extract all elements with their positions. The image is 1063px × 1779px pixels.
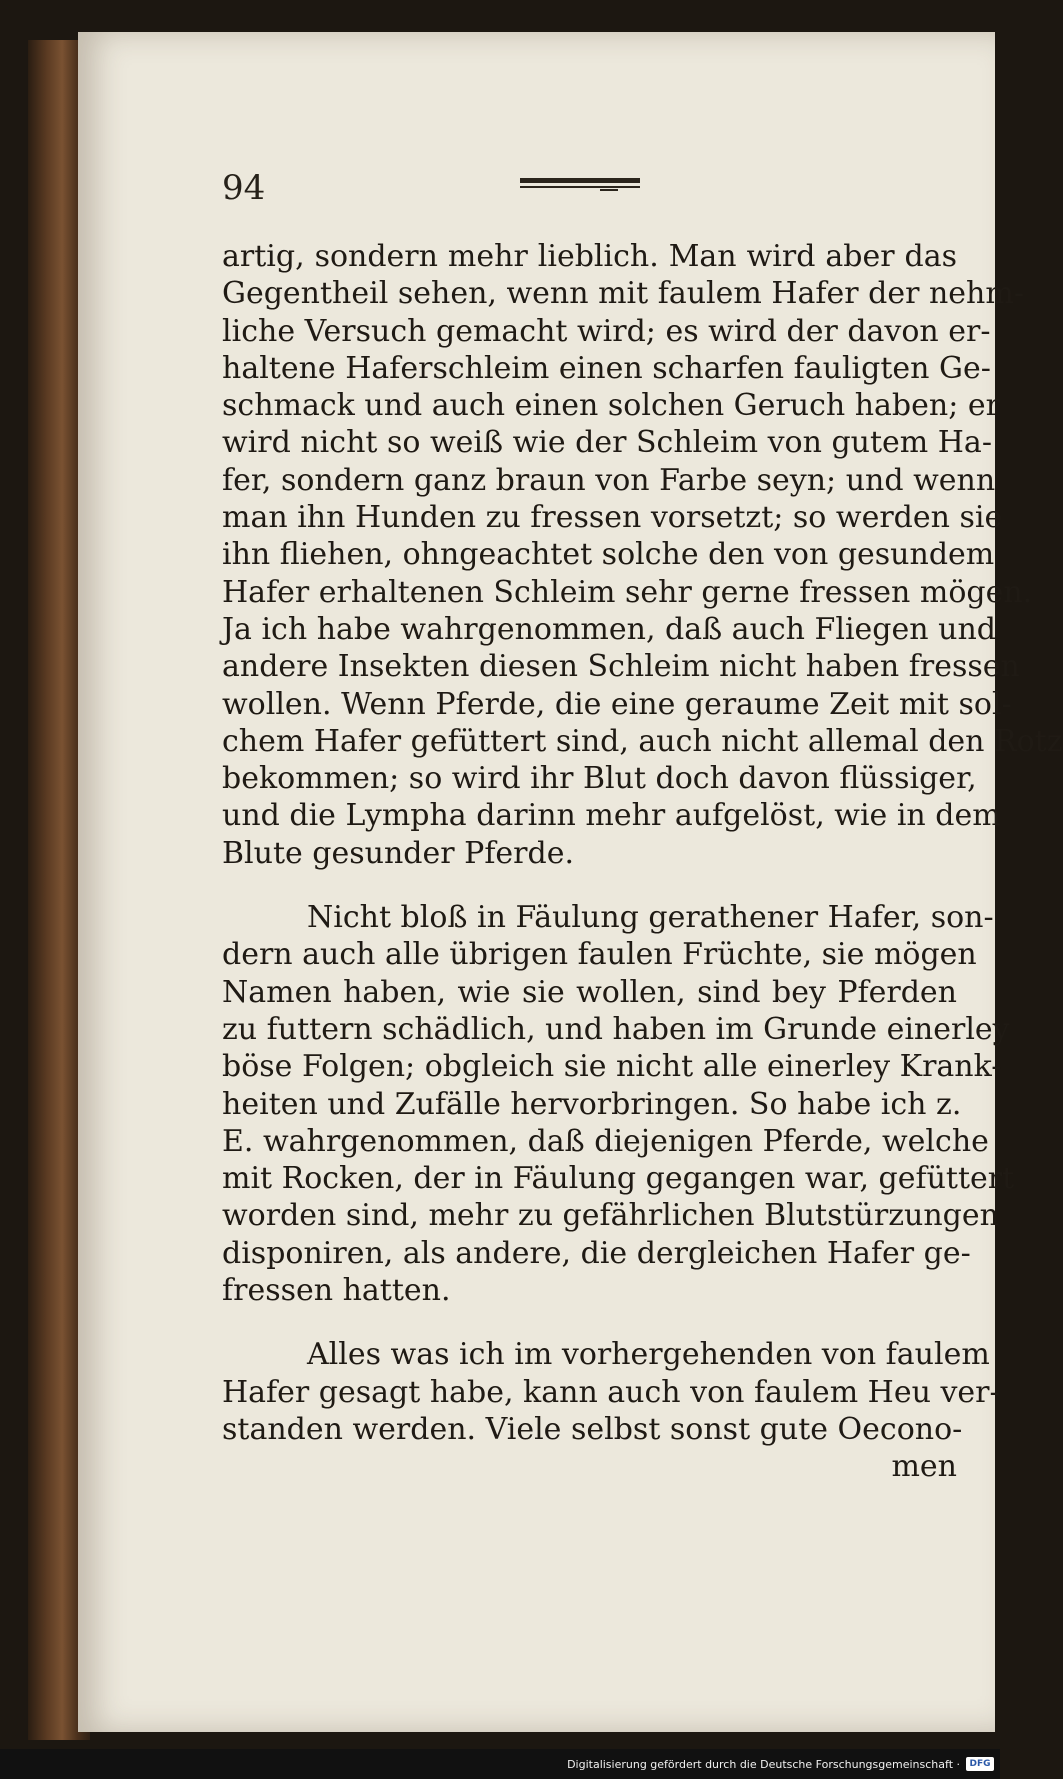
text-line: dern auch alle übrigen faulen Früchte, sie mögen bbox=[222, 937, 977, 973]
catchword: men bbox=[891, 1449, 957, 1485]
text-line: Alles was ich im vorhergehenden von faulem bbox=[307, 1337, 990, 1373]
text-line: Namen haben, wie sie wollen, sind bey Pferden bbox=[222, 974, 957, 1010]
text-line: fer, sondern ganz braun von Farbe seyn; und wenn bbox=[222, 462, 996, 498]
text-line: wollen. Wenn Pferde, die eine geraume Zeit mit sol- bbox=[222, 686, 1012, 722]
text-line: Blute gesunder Pferde. bbox=[222, 835, 575, 871]
text-line: wird nicht so weiß wie der Schleim von gutem Ha- bbox=[222, 425, 992, 461]
text-line: Nicht bloß in Fäulung gerathener Hafer, son- bbox=[307, 900, 994, 936]
text-line: böse Folgen; obgleich sie nicht alle einerley Krank- bbox=[222, 1049, 1002, 1085]
body-text bbox=[222, 238, 1063, 1485]
dfg-logo-icon: DFG bbox=[966, 1757, 994, 1771]
text-line: standen werden. Viele selbst sonst gute Oecono- bbox=[222, 1411, 963, 1447]
text-line: Ja ich habe wahrgenommen, daß auch Fliegen und bbox=[222, 611, 996, 647]
ornament-short-bar bbox=[600, 189, 618, 191]
text-line: man ihn Hunden zu fressen vorsetzt; so werden sie bbox=[222, 500, 1003, 536]
digitization-footer bbox=[0, 1749, 1000, 1779]
paragraph-1 bbox=[222, 238, 1063, 872]
text-line: Hafer gesagt habe, kann auch von faulem Heu ver- bbox=[222, 1374, 1000, 1410]
text-line: andere Insekten diesen Schleim nicht haben fressen bbox=[222, 649, 1020, 685]
ornament-thin-bar bbox=[520, 186, 640, 188]
footer-credit-text: Digitalisierung gefördert durch die Deutsche Forschungsgemeinschaft · bbox=[567, 1758, 960, 1771]
text-line: Gegentheil sehen, wenn mit faulem Hafer der nehm- bbox=[222, 276, 1024, 312]
text-line: heiten und Zufälle hervorbringen. So habe ich z. bbox=[222, 1086, 962, 1122]
text-line: ihn fliehen, ohngeachtet solche den von gesundem bbox=[222, 537, 995, 573]
text-line: und die Lympha darinn mehr aufgelöst, wie in dem bbox=[222, 798, 1001, 834]
ornament-thick-bar bbox=[520, 178, 640, 183]
text-line: E. wahrgenommen, daß diejenigen Pferde, welche bbox=[222, 1123, 989, 1159]
paragraph-3 bbox=[222, 1336, 1000, 1448]
text-line: worden sind, mehr zu gefährlichen Blutstürzungen bbox=[222, 1198, 999, 1234]
text-line: zu futtern schädlich, und haben im Grunde einerley bbox=[222, 1011, 1010, 1047]
header-ornament-rule bbox=[520, 178, 640, 192]
text-line: chem Hafer gefüttert sind, auch nicht allemal den Rotz bbox=[222, 723, 1063, 759]
text-line: mit Rocken, der in Fäulung gegangen war, gefüttert bbox=[222, 1161, 1015, 1197]
text-line: artig, sondern mehr lieblich. Man wird aber das bbox=[222, 239, 957, 274]
text-line: schmack und auch einen solchen Geruch haben; er bbox=[222, 388, 1000, 424]
text-line: disponiren, als andere, die dergleichen Hafer ge- bbox=[222, 1235, 971, 1271]
page-number: 94 bbox=[222, 168, 266, 208]
text-line: liche Versuch gemacht wird; es wird der davon er- bbox=[222, 313, 991, 349]
text-line: haltene Haferschleim einen scharfen fauligten Ge- bbox=[222, 350, 991, 386]
text-line: fressen hatten. bbox=[222, 1273, 451, 1309]
text-line: bekommen; so wird ihr Blut doch davon flüssiger, bbox=[222, 761, 977, 797]
paragraph-gap bbox=[222, 1309, 957, 1336]
text-line: Hafer erhaltenen Schleim sehr gerne fressen mögen. bbox=[222, 574, 1033, 610]
paragraph-2 bbox=[222, 899, 1015, 1309]
paragraph-gap bbox=[222, 872, 957, 899]
